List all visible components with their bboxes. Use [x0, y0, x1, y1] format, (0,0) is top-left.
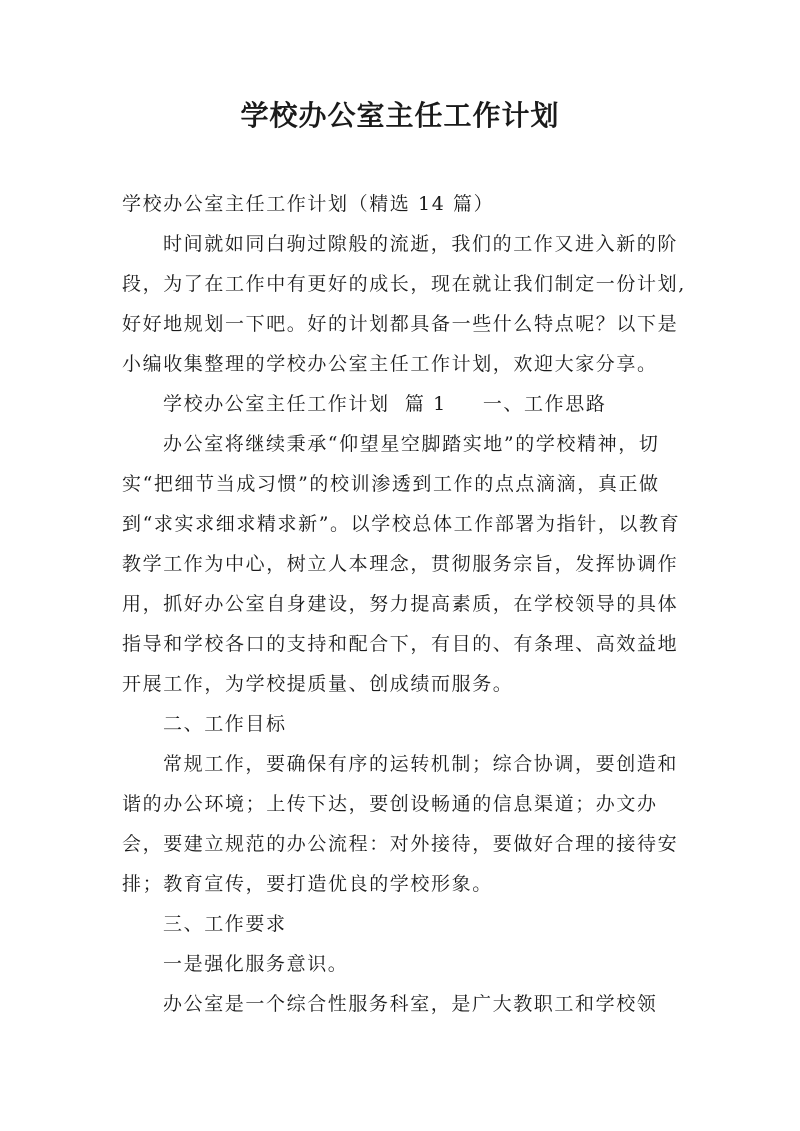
- section-3-paragraph: 办公室是一个综合性服务科室，是广大教职工和学校领: [163, 993, 658, 1015]
- document-body: [122, 184, 692, 1024]
- intro-paragraph: 时间就如同白驹过隙般的流逝，我们的工作又进入新的阶段，为了在工作中有更好的成长，现在就让我们制定一份计划,好好地规划一下吧。好的计划都具备一些什么特点呢？以下是小编收集整理的学校办公室主任工作计划，欢迎大家分享。: [122, 233, 686, 375]
- section-1-paragraph: 办公室将继续秉承“仰望星空脚踏实地”的学校精神，切实“把细节当成习惯”的校训渗透到工作的点点滴滴，真正做到“求实求细求精求新”。以学校总体工作部署为指针，以教育教学工作为中心，树立人本理念，贯彻服务宗旨，发挥协调作用，抓好办公室自身建设，努力提高素质，在学校领导的具体指导和学校各口的支持和配合下，有目的、有条理、高效益地开展工作，为学校提质量、创成绩而服务。: [122, 433, 681, 695]
- section-1-heading-line: [122, 384, 692, 424]
- section-3-heading: 三、工作要求: [163, 913, 287, 935]
- section-2-paragraph: 常规工作，要确保有序的运转机制；综合协调，要创造和谐的办公环境；上传下达，要创设畅通的信息渠道；办文办会，要建立规范的办公流程：对外接待，要做好合理的接待安排；教育宣传，要打造优良的学校形象。: [122, 753, 679, 895]
- section-2-heading: 二、工作目标: [163, 713, 287, 735]
- section-1-heading: 学校办公室主任工作计划 篇 1: [163, 393, 447, 415]
- document-subtitle: 学校办公室主任工作计划（精选 14 篇）: [122, 193, 495, 215]
- document-title: 学校办公室主任工作计划: [240, 99, 560, 132]
- section-3-item-1: 一是强化服务意识。: [163, 953, 349, 975]
- section-1-subheading: 一、工作思路: [482, 393, 607, 415]
